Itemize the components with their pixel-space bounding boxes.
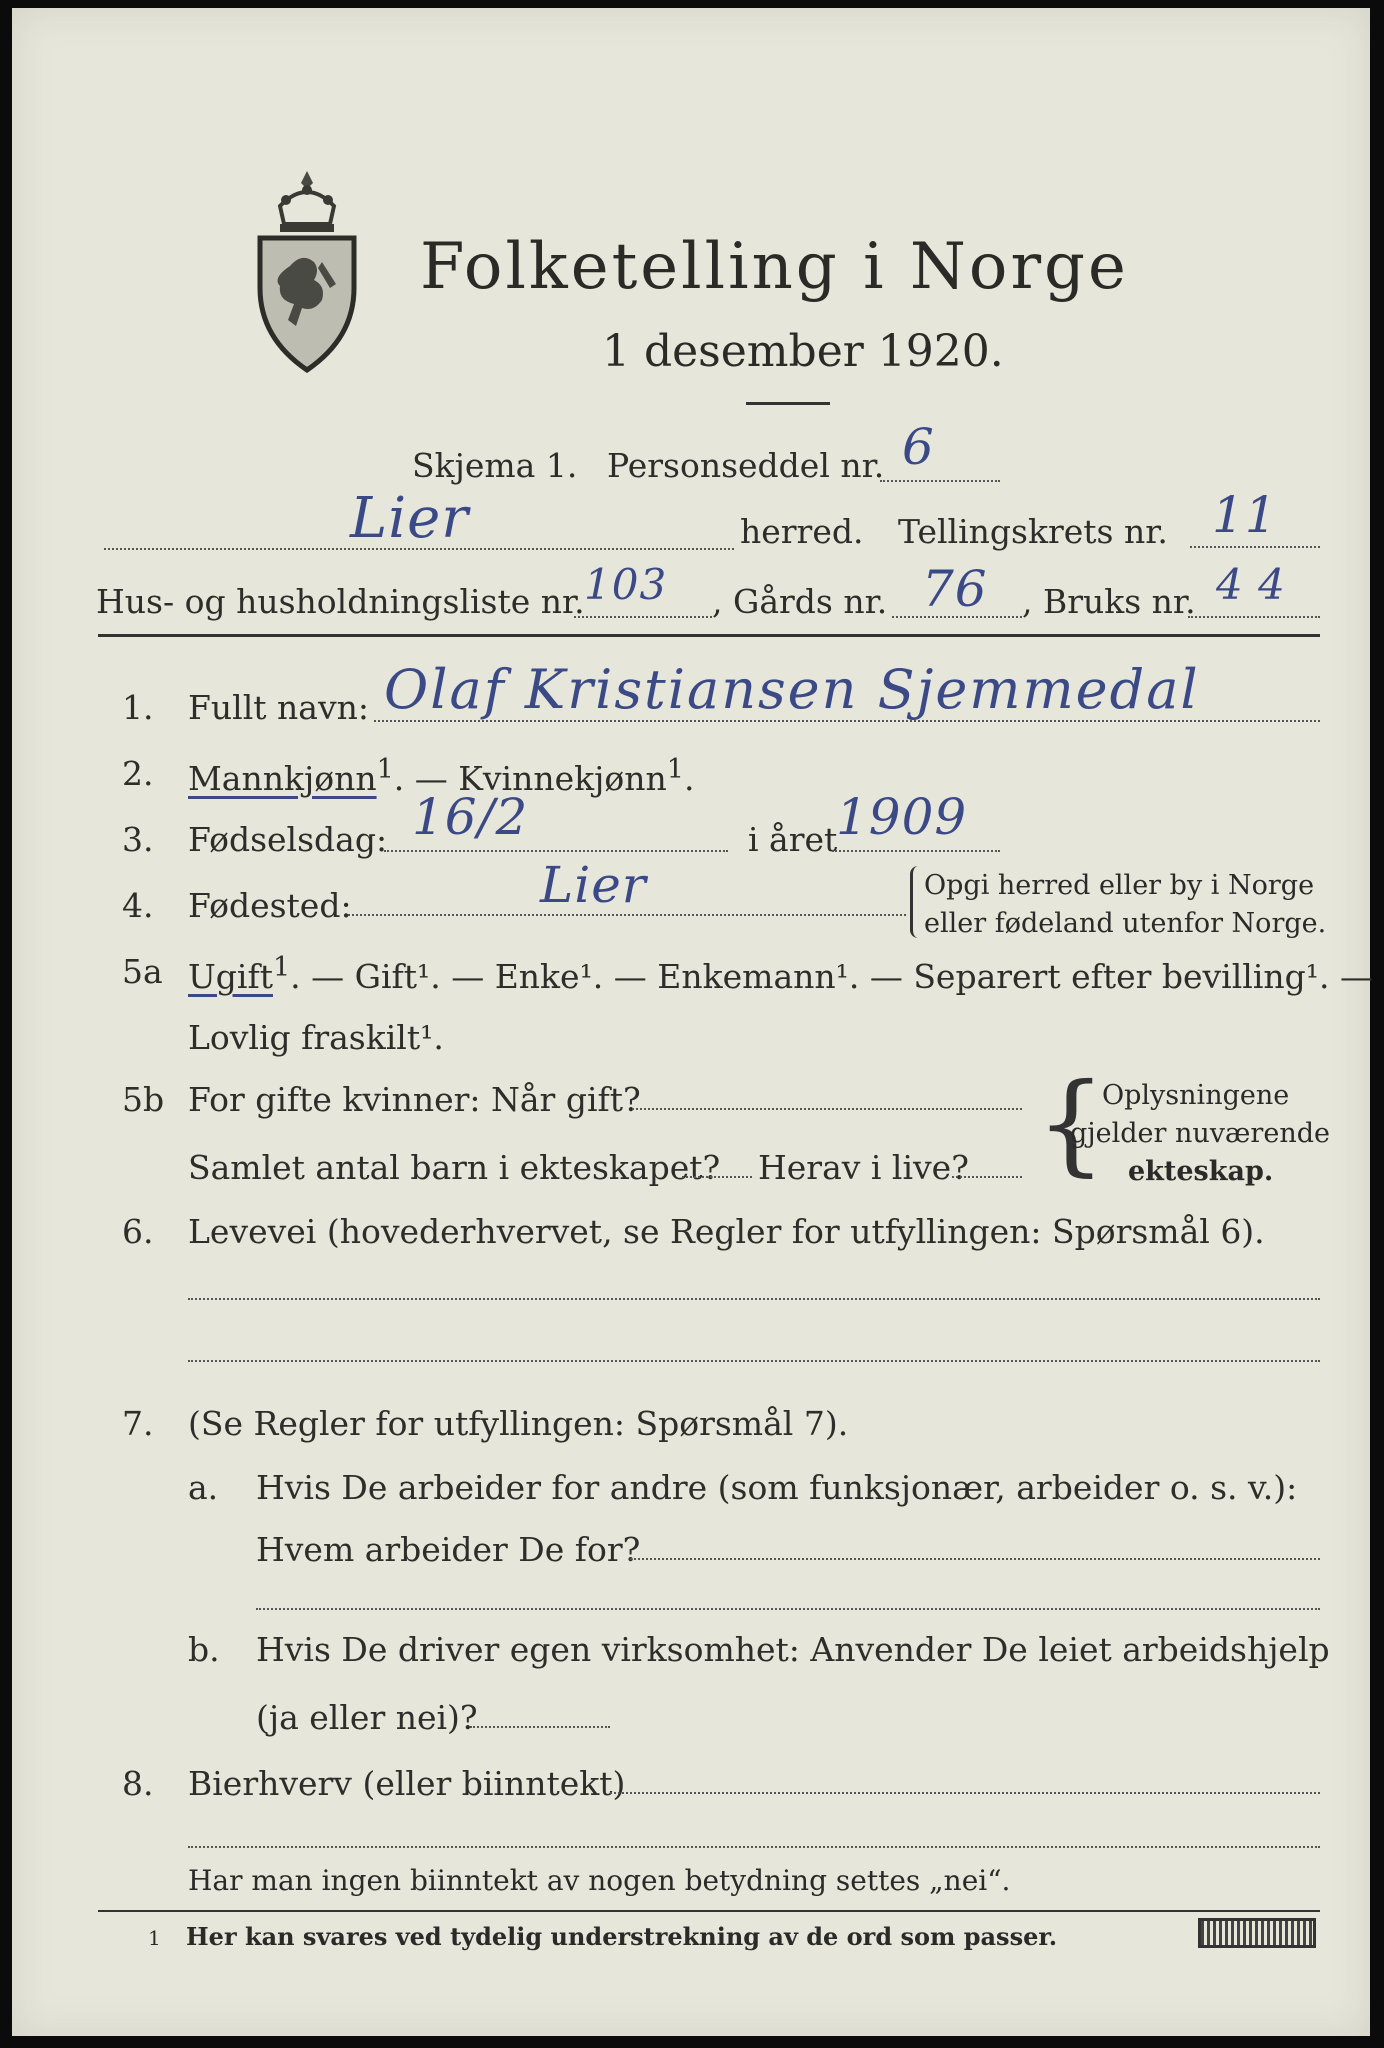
q5b-line3 bbox=[952, 1176, 1022, 1178]
q6-line1 bbox=[188, 1298, 1320, 1300]
female-option[interactable]: Kvinnekjønn bbox=[458, 759, 667, 798]
q5b-label3: Herav i live? bbox=[758, 1148, 969, 1187]
q8-label: Bierhverv (eller biinntekt) bbox=[188, 1764, 626, 1803]
ugift-option[interactable]: Ugift bbox=[188, 957, 273, 996]
q6-label: Levevei (hovederhvervet, se Regler for utfyllingen: Spørsmål 6). bbox=[188, 1212, 1265, 1251]
q5a-line2: Lovlig fraskilt¹. bbox=[188, 1018, 444, 1057]
q5b-brace: { bbox=[1036, 1059, 1106, 1187]
q7b-line bbox=[470, 1726, 610, 1728]
q3-number: 3. bbox=[122, 820, 154, 859]
q7a-line1 bbox=[630, 1558, 1320, 1560]
tellingskrets-value[interactable]: 11 bbox=[1212, 486, 1278, 544]
full-name-value[interactable]: Olaf Kristiansen Sjemmedal bbox=[384, 658, 1200, 721]
biinntekt-note: Har man ingen biinntekt av nogen betydning settes „nei“. bbox=[188, 1864, 1011, 1897]
q7b-question: (ja eller nei)? bbox=[256, 1698, 478, 1737]
place-value[interactable]: Lier bbox=[350, 486, 470, 551]
q4-bracket bbox=[910, 866, 921, 938]
husholdning-label: Hus- og husholdningsliste nr. bbox=[96, 582, 585, 621]
q4-label: Fødested: bbox=[188, 886, 352, 925]
gards-label: , Gårds nr. bbox=[712, 582, 888, 621]
herred-label: herred. bbox=[740, 512, 864, 551]
census-form bbox=[12, 8, 1373, 2036]
footnote-mark: 1 bbox=[148, 1926, 161, 1950]
form-title: Folketelling i Norge bbox=[420, 230, 1129, 304]
q8-line2 bbox=[188, 1846, 1320, 1848]
bruks-value[interactable]: 4 4 bbox=[1216, 560, 1286, 609]
year-label: i året bbox=[748, 820, 838, 859]
printer-mark-icon bbox=[1198, 1918, 1316, 1948]
q7a-letter: a. bbox=[188, 1468, 219, 1507]
birthdate-value[interactable]: 16/2 bbox=[412, 788, 529, 846]
q7a-question: Hvem arbeider De for? bbox=[256, 1530, 641, 1569]
q5b-label1: For gifte kvinner: Når gift? bbox=[188, 1080, 641, 1119]
birth-year-value[interactable]: 1909 bbox=[836, 788, 968, 846]
schema-label: Skjema 1. bbox=[412, 446, 578, 485]
q3-label: Fødselsdag: bbox=[188, 820, 388, 859]
q5b-note2: gjelder nuværende bbox=[1070, 1118, 1330, 1149]
q7-number: 7. bbox=[122, 1404, 154, 1443]
husholdning-line bbox=[574, 616, 712, 618]
q5a-number: 5a bbox=[122, 952, 163, 991]
form-date: 1 desember 1920. bbox=[602, 326, 1004, 377]
personseddel-label: Personseddel nr. bbox=[607, 446, 885, 485]
year-line bbox=[832, 850, 1000, 852]
q7b-text: Hvis De driver egen virksomhet: Anvender De leiet arbeidshjelp bbox=[256, 1630, 1330, 1669]
personseddel-line bbox=[880, 480, 1000, 482]
q5b-note3: ekteskap. bbox=[1128, 1156, 1274, 1187]
q3-line bbox=[384, 850, 728, 852]
q7-label: (Se Regler for utfyllingen: Spørsmål 7). bbox=[188, 1404, 849, 1443]
q7a-text: Hvis De arbeider for andre (som funksjonær, arbeider o. s. v.): bbox=[256, 1468, 1298, 1507]
q5b-label2: Samlet antal barn i ekteskapet? bbox=[188, 1148, 721, 1187]
q7a-line2 bbox=[256, 1608, 1320, 1610]
birthplace-value[interactable]: Lier bbox=[540, 856, 647, 914]
q5b-note1: Oplysningene bbox=[1102, 1080, 1290, 1111]
q4-note-line1: Opgi herred eller by i Norge bbox=[924, 870, 1315, 901]
q5a-options: Ugift$^1$. — Gift¹. — Enke¹. — Enkemann¹. — Separert efter bevilling¹. — bbox=[188, 952, 1373, 996]
q1-number: 1. bbox=[122, 688, 154, 727]
header-divider bbox=[98, 634, 1320, 637]
footer-divider bbox=[98, 1910, 1320, 1912]
gards-value[interactable]: 76 bbox=[922, 560, 988, 618]
q5b-line1 bbox=[632, 1108, 1022, 1110]
q8-line1 bbox=[610, 1792, 1320, 1794]
q6-line2 bbox=[188, 1360, 1320, 1362]
q4-note-line2: eller fødeland utenfor Norge. bbox=[924, 908, 1327, 939]
tellingskrets-line bbox=[1190, 546, 1320, 548]
q5b-line2 bbox=[682, 1176, 752, 1178]
q2-options: Mannkjønn$^1$. — Kvinnekjønn$^1$. bbox=[188, 754, 695, 798]
q6-number: 6. bbox=[122, 1212, 154, 1251]
bruks-label: , Bruks nr. bbox=[1022, 582, 1196, 621]
q5b-number: 5b bbox=[122, 1080, 165, 1119]
footnote-text: Her kan svares ved tydelig understrekning av de ord som passer. bbox=[186, 1922, 1058, 1951]
q8-number: 8. bbox=[122, 1764, 154, 1803]
q2-number: 2. bbox=[122, 754, 154, 793]
title-divider bbox=[746, 402, 830, 405]
husholdning-value[interactable]: 103 bbox=[584, 560, 668, 609]
q7b-letter: b. bbox=[188, 1630, 220, 1669]
tellingskrets-label: Tellingskrets nr. bbox=[898, 512, 1168, 551]
bruks-line bbox=[1188, 616, 1320, 618]
q4-line bbox=[348, 914, 906, 916]
personseddel-value[interactable]: 6 bbox=[902, 418, 935, 476]
coat-of-arms-icon bbox=[252, 166, 362, 380]
male-option[interactable]: Mannkjønn bbox=[188, 759, 377, 798]
q4-number: 4. bbox=[122, 886, 154, 925]
q1-label: Fullt navn: bbox=[188, 688, 369, 727]
